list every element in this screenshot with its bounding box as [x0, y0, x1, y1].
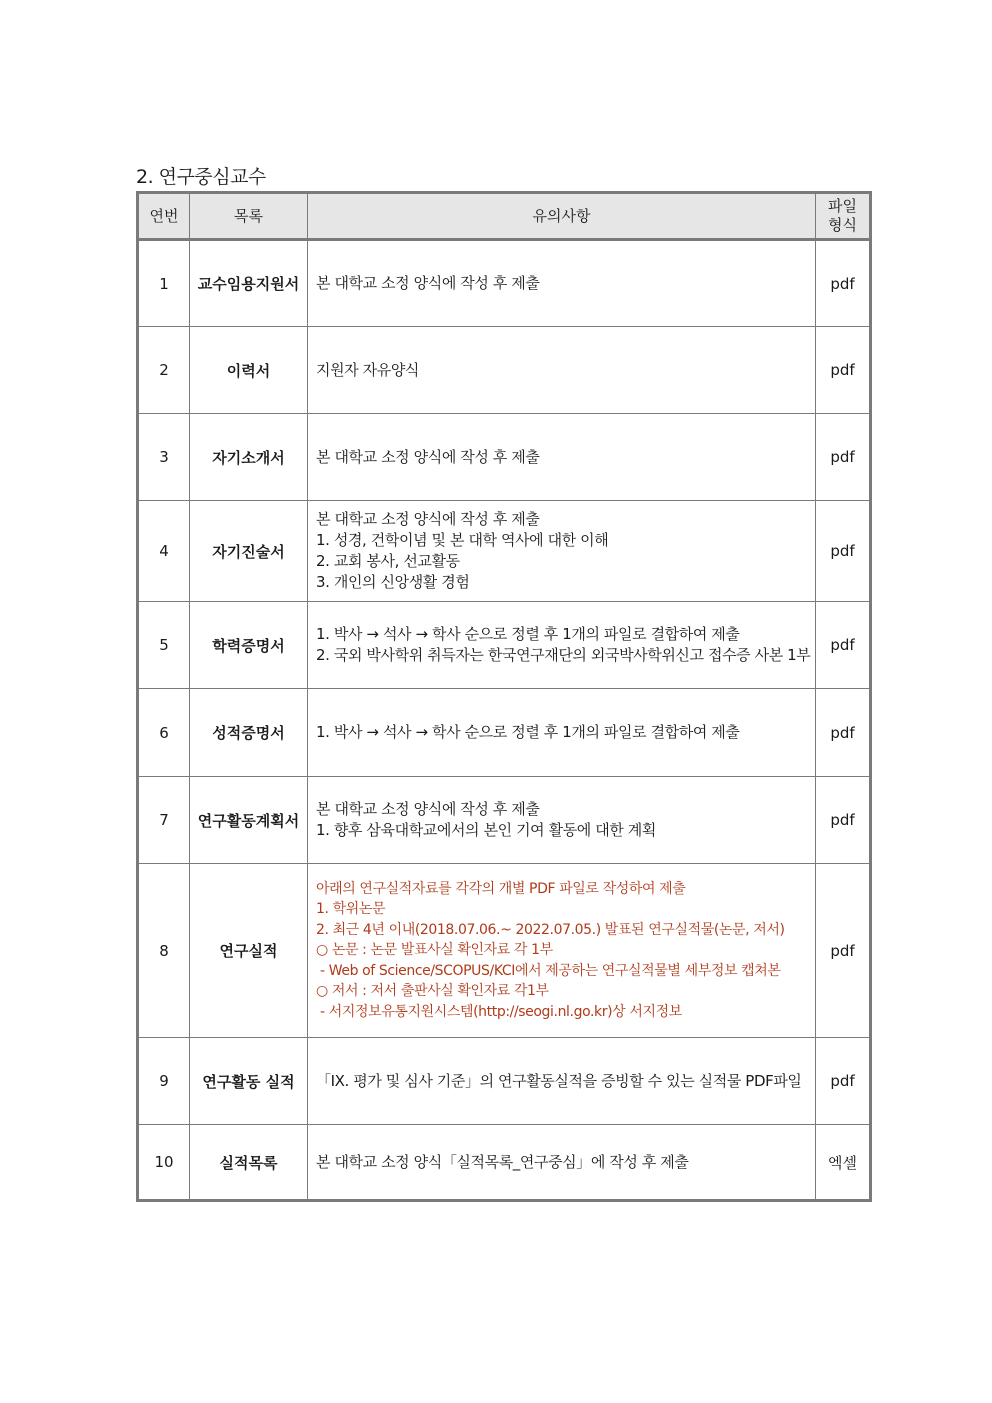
- table-row: [138, 414, 871, 501]
- row-number: 7: [138, 777, 190, 864]
- row-note: [308, 414, 816, 501]
- row-item: 연구실적: [190, 864, 308, 1038]
- row-number: 8: [138, 864, 190, 1038]
- header-type: [816, 193, 871, 240]
- row-note: [308, 1125, 816, 1201]
- row-note: [308, 1038, 816, 1125]
- note-line: 「IX. 평가 및 심사 기준」의 연구활동실적을 증빙할 수 있는 실적물 PDF파일: [316, 1071, 802, 1090]
- row-item: 실적목록: [190, 1125, 308, 1201]
- header-no: 연번: [138, 193, 190, 240]
- note-line: 3. 개인의 신앙생활 경험: [316, 573, 470, 591]
- note-line: - 서지정보유통지원시스템(http://seogi.nl.go.kr)상 서지정보: [316, 1003, 682, 1020]
- row-number: 4: [138, 501, 190, 602]
- row-item: 학력증명서: [190, 602, 308, 689]
- row-file-type: pdf: [816, 327, 871, 414]
- table-row: [138, 1038, 871, 1125]
- requirements-table: [136, 191, 872, 1202]
- row-note: [308, 602, 816, 689]
- table-row: [138, 240, 871, 327]
- note-line: 2. 최근 4년 이내(2018.07.06.~ 2022.07.05.) 발표된 연구실적물(논문, 저서): [316, 921, 785, 938]
- table-row: [138, 501, 871, 602]
- row-number: 9: [138, 1038, 190, 1125]
- row-item: 자기진술서: [190, 501, 308, 602]
- row-number: 1: [138, 240, 190, 327]
- row-number: 3: [138, 414, 190, 501]
- row-item: 연구활동계획서: [190, 777, 308, 864]
- header-type-line1: 파일: [828, 197, 857, 216]
- row-file-type: pdf: [816, 864, 871, 1038]
- row-file-type: 엑셀: [816, 1125, 871, 1201]
- row-file-type: pdf: [816, 602, 871, 689]
- note-line: 본 대학교 소정 양식「실적목록_연구중심」에 작성 후 제출: [316, 1152, 689, 1171]
- note-line: 지원자 자유양식: [316, 360, 419, 379]
- note-line: 1. 향후 삼육대학교에서의 본인 기여 활동에 대한 계획: [316, 821, 656, 839]
- note-line: 본 대학교 소정 양식에 작성 후 제출: [316, 274, 540, 292]
- note-line: 2. 교회 봉사, 선교활동: [316, 552, 460, 570]
- row-number: 2: [138, 327, 190, 414]
- row-item: 이력서: [190, 327, 308, 414]
- row-note: [308, 689, 816, 777]
- note-line: 1. 성경, 건학이념 및 본 대학 역사에 대한 이해: [316, 531, 609, 549]
- row-note: [308, 864, 816, 1038]
- table-row: [138, 602, 871, 689]
- table-row: [138, 864, 871, 1038]
- note-line: 1. 학위논문: [316, 901, 386, 918]
- table-row: [138, 777, 871, 864]
- table-row: [138, 327, 871, 414]
- row-number: 6: [138, 689, 190, 777]
- note-line: 1. 박사 → 석사 → 학사 순으로 정렬 후 1개의 파일로 결합하여 제출: [316, 625, 740, 643]
- row-file-type: pdf: [816, 777, 871, 864]
- row-file-type: pdf: [816, 1038, 871, 1125]
- header-note: 유의사항: [308, 193, 816, 240]
- section-title: 2. 연구중심교수: [136, 166, 266, 188]
- table-row: [138, 1125, 871, 1201]
- row-note: [308, 240, 816, 327]
- row-item: 자기소개서: [190, 414, 308, 501]
- note-line: 1. 박사 → 석사 → 학사 순으로 정렬 후 1개의 파일로 결합하여 제출: [316, 723, 740, 741]
- note-line: 본 대학교 소정 양식에 작성 후 제출: [316, 510, 540, 528]
- note-line: 본 대학교 소정 양식에 작성 후 제출: [316, 800, 540, 818]
- row-item: 성적증명서: [190, 689, 308, 777]
- row-file-type: pdf: [816, 689, 871, 777]
- note-line: ○ 저서 : 저서 출판사실 확인자료 각1부: [316, 983, 549, 1000]
- header-type-line2: 형식: [828, 216, 857, 234]
- table-row: [138, 689, 871, 777]
- row-number: 10: [138, 1125, 190, 1201]
- table-header-row: [138, 193, 871, 240]
- note-line: 아래의 연구실적자료를 각각의 개별 PDF 파일로 작성하여 제출: [316, 880, 686, 897]
- note-line: 2. 국외 박사학위 취득자는 한국연구재단의 외국박사학위신고 접수증 사본 1부: [316, 646, 811, 664]
- note-line: ○ 논문 : 논문 발표사실 확인자료 각 1부: [316, 942, 553, 959]
- row-item: 교수임용지원서: [190, 240, 308, 327]
- note-line: - Web of Science/SCOPUS/KCI에서 제공하는 연구실적물별 세부정보 캡쳐본: [316, 962, 781, 979]
- row-file-type: pdf: [816, 240, 871, 327]
- row-number: 5: [138, 602, 190, 689]
- header-item: 목록: [190, 193, 308, 240]
- row-note: [308, 501, 816, 602]
- row-file-type: pdf: [816, 501, 871, 602]
- row-note: [308, 777, 816, 864]
- row-file-type: pdf: [816, 414, 871, 501]
- row-item: 연구활동 실적: [190, 1038, 308, 1125]
- row-note: [308, 327, 816, 414]
- note-line: 본 대학교 소정 양식에 작성 후 제출: [316, 447, 540, 466]
